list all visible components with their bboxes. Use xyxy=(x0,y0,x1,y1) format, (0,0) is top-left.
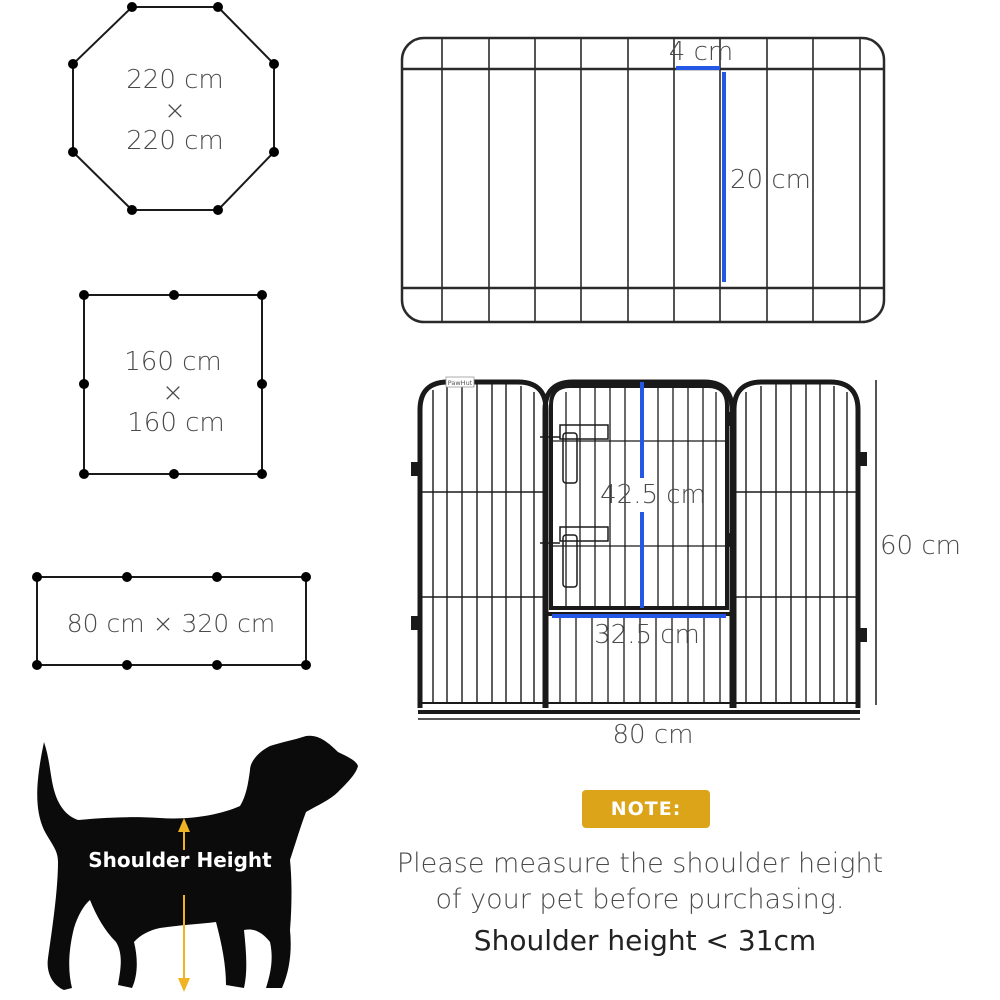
octagon-dimension-times: × xyxy=(164,96,186,126)
bar-gap-marker xyxy=(676,68,724,282)
square-dimension-line1: 160 cm xyxy=(124,347,222,377)
door-width-label: 32.5 cm xyxy=(594,620,700,650)
note-text-line2: of your pet before purchasing. xyxy=(435,884,845,915)
brand-mark: PawHut xyxy=(447,379,473,387)
door-height-label: 42.5 cm xyxy=(600,480,706,510)
shoulder-height-limit: Shoulder height < 31cm xyxy=(473,924,817,957)
square-dimension-times: × xyxy=(162,378,184,408)
note-text-line1: Please measure the shoulder height xyxy=(396,848,884,879)
bar-gap-label: 4 cm xyxy=(668,37,734,67)
square-dimension-line3: 160 cm xyxy=(127,408,225,438)
note-badge: NOTE: xyxy=(582,790,710,828)
rectangle-dimension-label: 80 cm × 320 cm xyxy=(66,609,276,638)
bar-height-label: 20 cm xyxy=(730,165,811,195)
octagon-dimension-line1: 220 cm xyxy=(126,65,224,95)
octagon-dimension-line3: 220 cm xyxy=(126,126,224,156)
shoulder-height-label: Shoulder Height xyxy=(88,848,272,872)
panel-width-label: 80 cm xyxy=(612,720,694,750)
panel-height-label: 60 cm xyxy=(880,531,961,561)
